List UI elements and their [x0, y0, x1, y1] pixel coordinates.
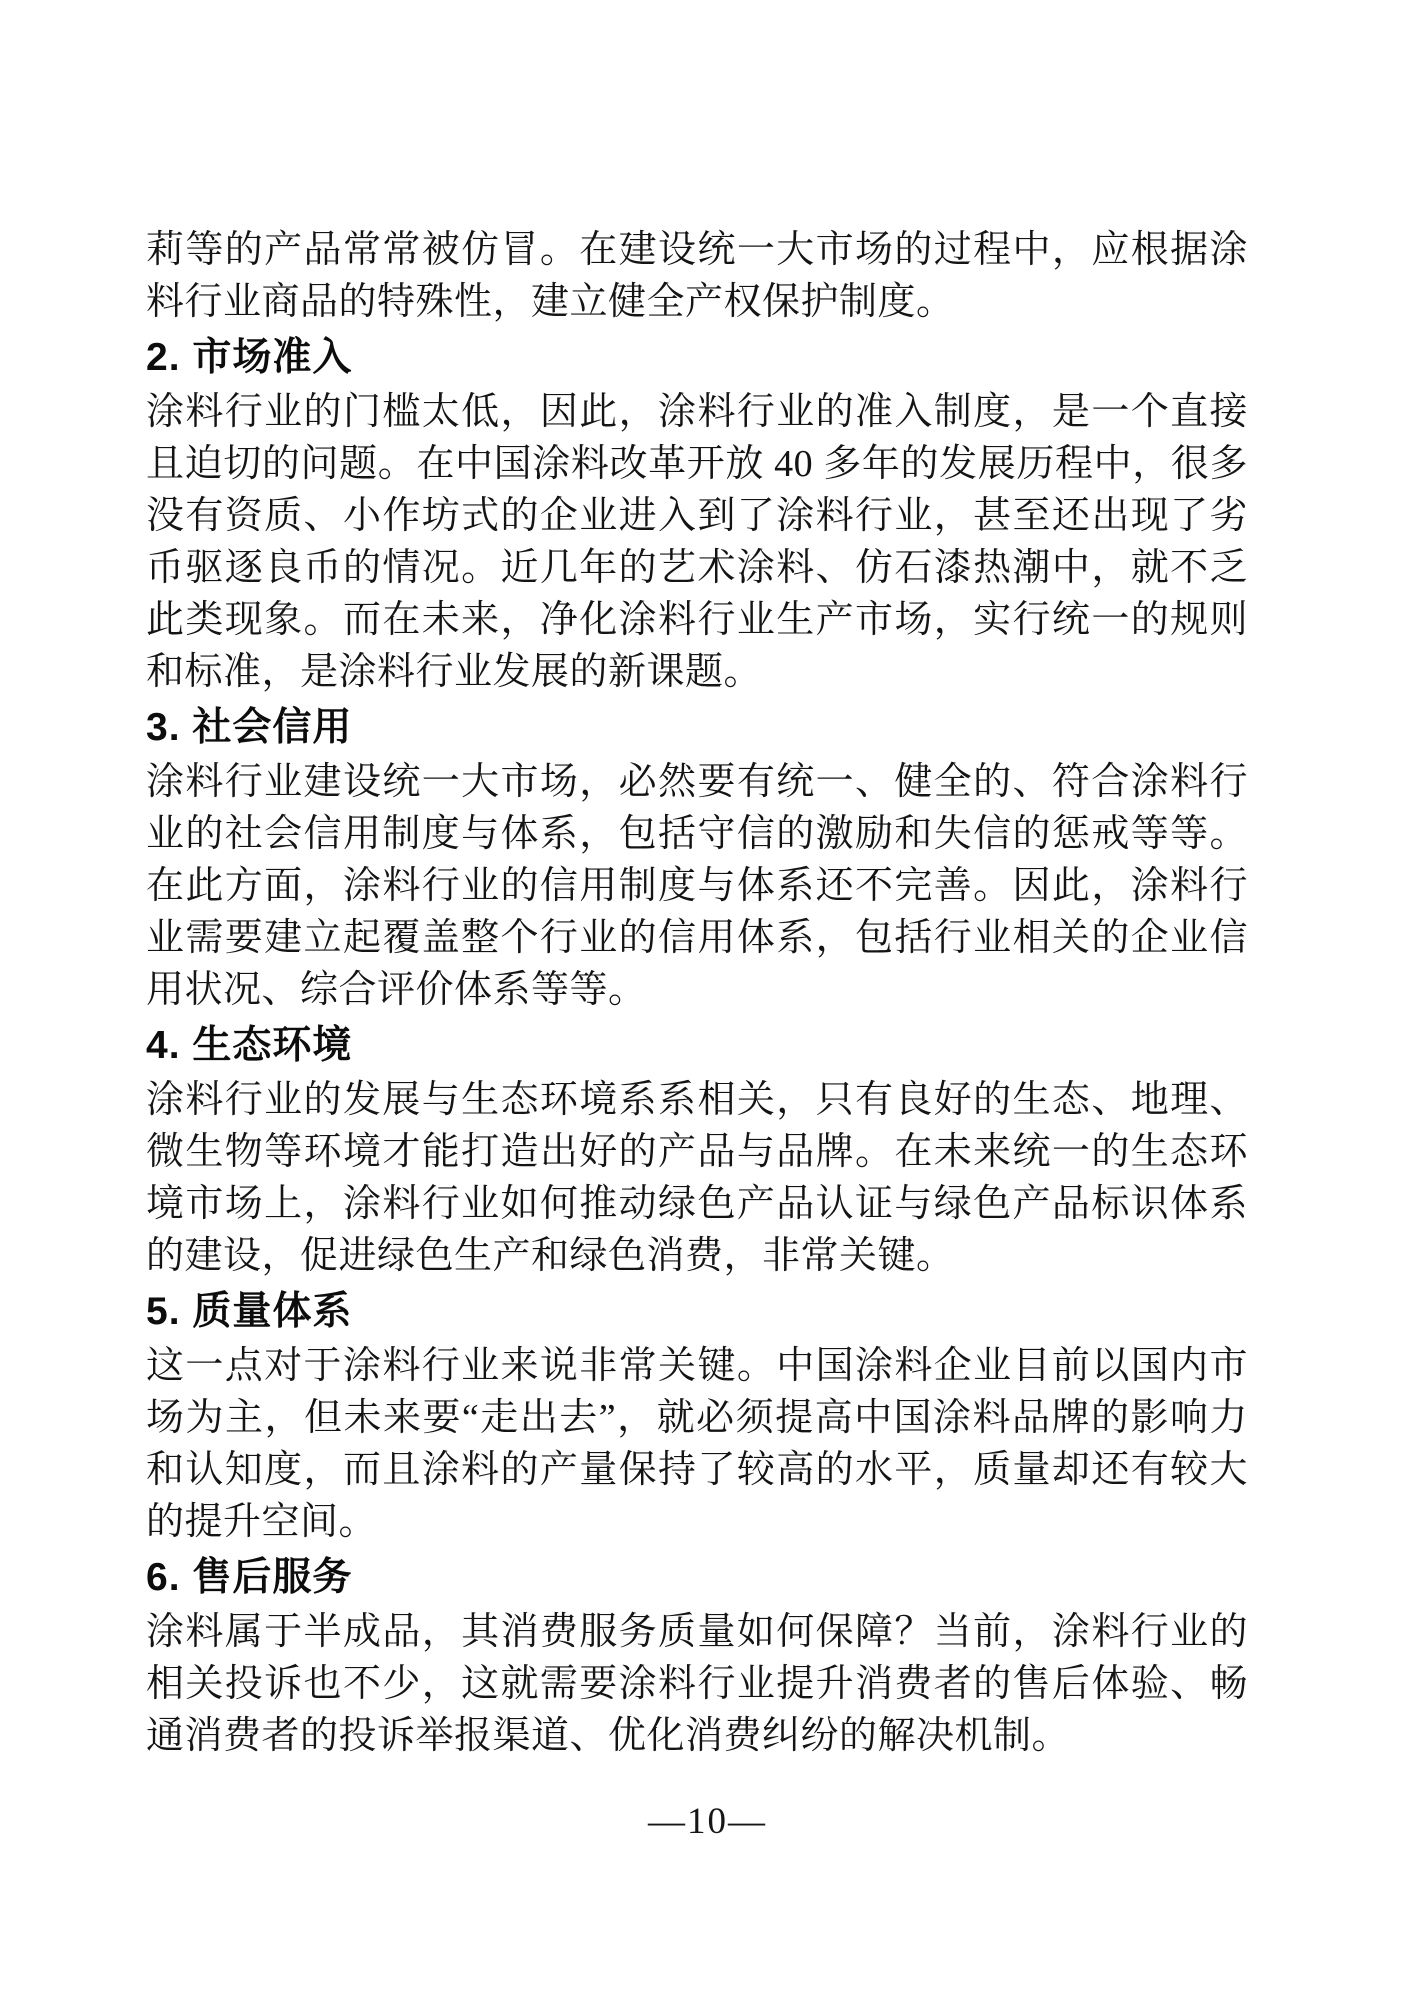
section-body-social-credit: 涂料行业建设统一大市场，必然要有统一、健全的、符合涂料行业的社会信用制度与体系，包括守信的激励和失信的惩戒等等。在此方面，涂料行业的信用制度与体系还不完善。因此，涂料行业需要建立起覆盖整个行业的信用体系，包括行业相关的企业信用状况、综合评价体系等等。: [146, 761, 1248, 1011]
section-body-after-sales-service: 涂料属于半成品，其消费服务质量如何保障？当前，涂料行业的相关投诉也不少，这就需要涂料行业提升消费者的售后体验、畅通消费者的投诉举报渠道、优化消费纠纷的解决机制。: [146, 1611, 1248, 1757]
section-heading-quality-system: 5. 质量体系: [146, 1290, 353, 1333]
section-body-market-access: 涂料行业的门槛太低，因此，涂料行业的准入制度，是一个直接且迫切的问题。在中国涂料改革开放 40 多年的发展历程中，很多没有资质、小作坊式的企业进入到了涂料行业，甚至还出现了劣币驱逐良币的情况。近几年的艺术涂料、仿石漆热潮中，就不乏此类现象。而在未来，净化涂料行业生产市场，实行统一的规则和标准，是涂料行业发展的新课题。: [146, 391, 1248, 693]
section-body-ecological-environment: 涂料行业的发展与生态环境系系相关，只有良好的生态、地理、微生物等环境才能打造出好的产品与品牌。在未来统一的生态环境市场上，涂料行业如何推动绿色产品认证与绿色产品标识体系的建设，促进绿色生产和绿色消费，非常关键。: [146, 1079, 1248, 1277]
paragraph-continuation: 莉等的产品常常被仿冒。在建设统一大市场的过程中，应根据涂料行业商品的特殊性，建立健全产权保护制度。: [146, 229, 1248, 323]
section-heading-ecological-environment: 4. 生态环境: [146, 1024, 353, 1067]
page-content: [146, 224, 1248, 1762]
page-number: —10—: [648, 1801, 767, 1842]
section-heading-social-credit: 3. 社会信用: [146, 706, 353, 749]
section-heading-after-sales-service: 6. 售后服务: [146, 1556, 353, 1599]
section-heading-market-access: 2. 市场准入: [146, 336, 353, 379]
section-body-quality-system: 这一点对于涂料行业来说非常关键。中国涂料企业目前以国内市场为主，但未来要“走出去”，就必须提高中国涂料品牌的影响力和认知度，而且涂料的产量保持了较高的水平，质量却还有较大的提升空间。: [146, 1345, 1248, 1543]
